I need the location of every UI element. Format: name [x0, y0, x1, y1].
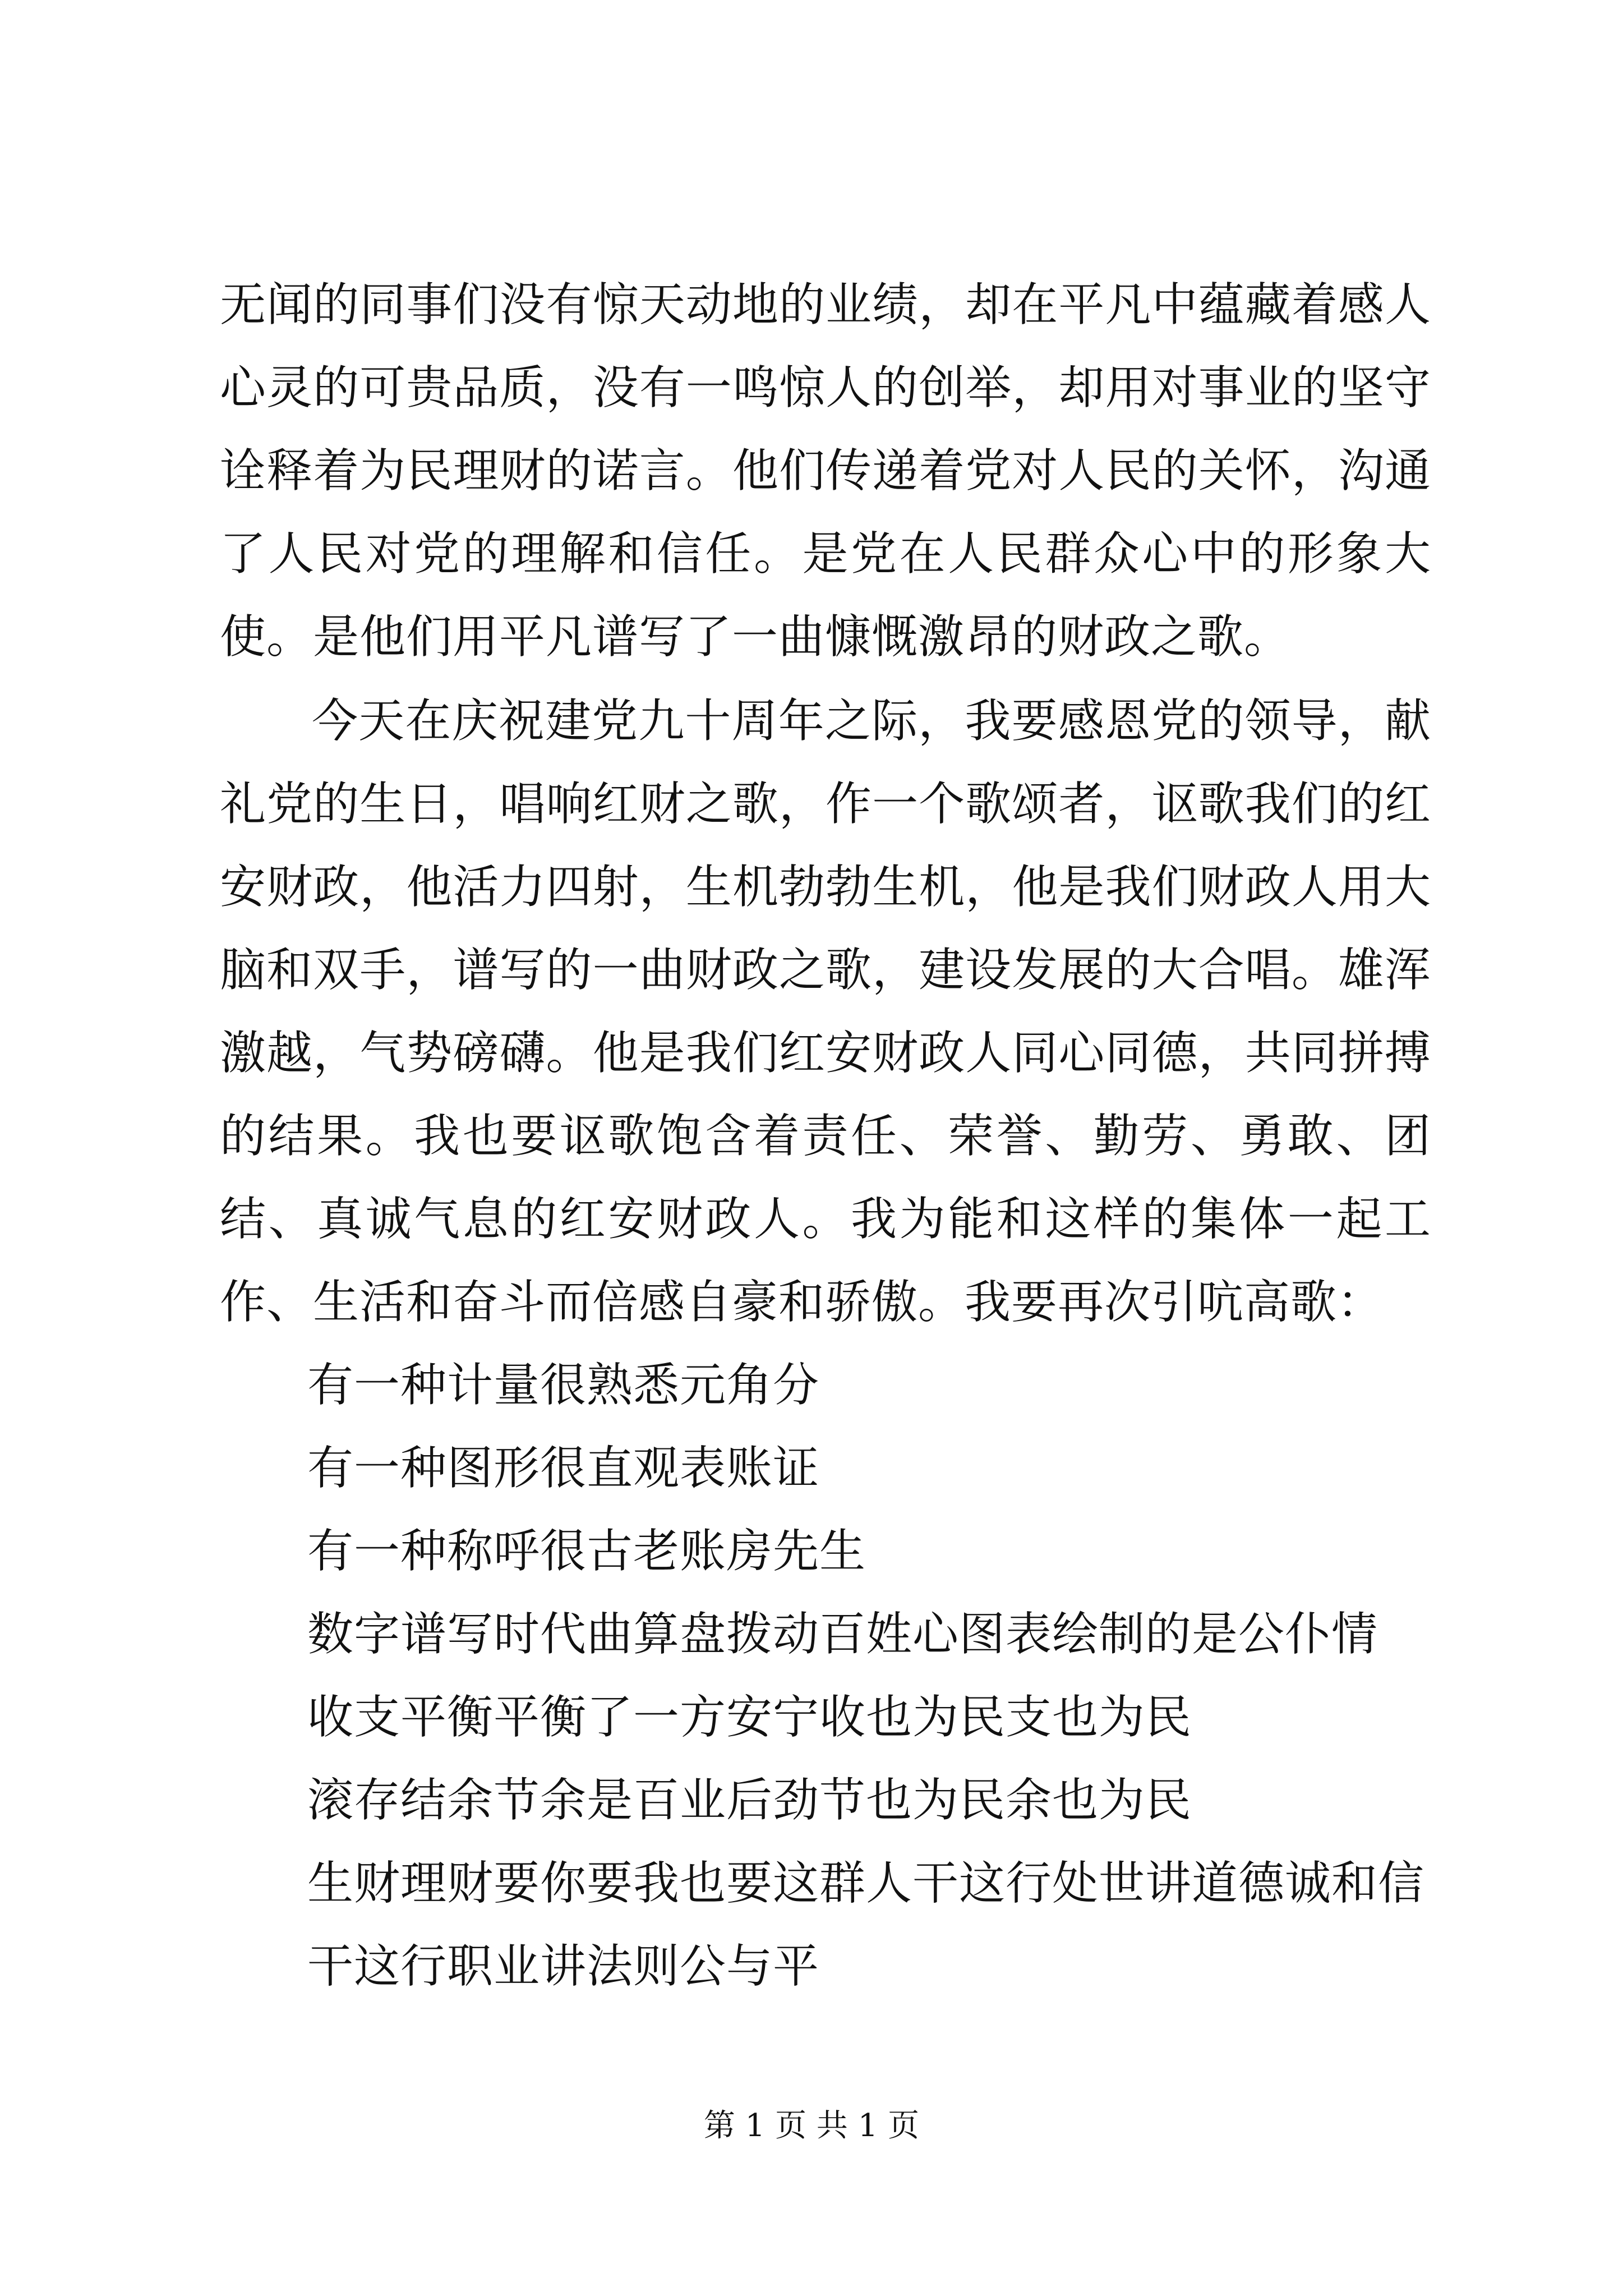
- page-footer: 第 1 页 共 1 页: [703, 2108, 920, 2144]
- verse-line: 有一种称呼很古老账房先生: [307, 1525, 866, 1578]
- verse-line: 有一种图形很直观表账证: [307, 1442, 820, 1495]
- document-body: [220, 264, 1431, 2008]
- verse-line: 收支平衡平衡了一方安宁收也为民支也为民: [307, 1691, 1192, 1744]
- paragraph-continued: 无闻的同事们没有惊天动地的业绩，却在平凡中蕴藏着感人心灵的可贵品质，没有一鸣惊人的创举，却用对事业的坚守诠释着为民理财的诺言。他们传递着党对人民的关怀，沟通了人民对党的理解和信任。是党在人民群众心中的形象大使。是他们用平凡谱写了一曲慷慨激昂的财政之歌。: [220, 278, 1431, 664]
- verse-line: 滚存结余节余是百业后劲节也为民余也为民: [307, 1774, 1192, 1827]
- verse-line: 生财理财要你要我也要这群人干这行处世讲道德诚和信: [307, 1857, 1425, 1910]
- paragraph-celebration: 今天在庆祝建党九十周年之际，我要感恩党的领导，献礼党的生日，唱响红财之歌，作一个歌颂者，讴歌我们的红安财政，他活力四射，生机勃勃生机，他是我们财政人用大脑和双手，谱写的一曲财政之歌，建设发展的大合唱。雄浑激越，气势磅礴。他是我们红安财政人同心同德，共同拼搏的结果。我也要讴歌饱含着责任、荣誉、勤劳、勇敢、团结、真诚气息的红安财政人。我为能和这样的集体一起工作、生活和奋斗而倍感自豪和骄傲。我要再次引吭高歌：: [220, 694, 1431, 1329]
- verse-line: 数字谱写时代曲算盘拨动百姓心图表绘制的是公仆情: [307, 1608, 1378, 1661]
- verse-line: 干这行职业讲法则公与平: [307, 1940, 820, 1993]
- verse-line: 有一种计量很熟悉元角分: [307, 1359, 820, 1412]
